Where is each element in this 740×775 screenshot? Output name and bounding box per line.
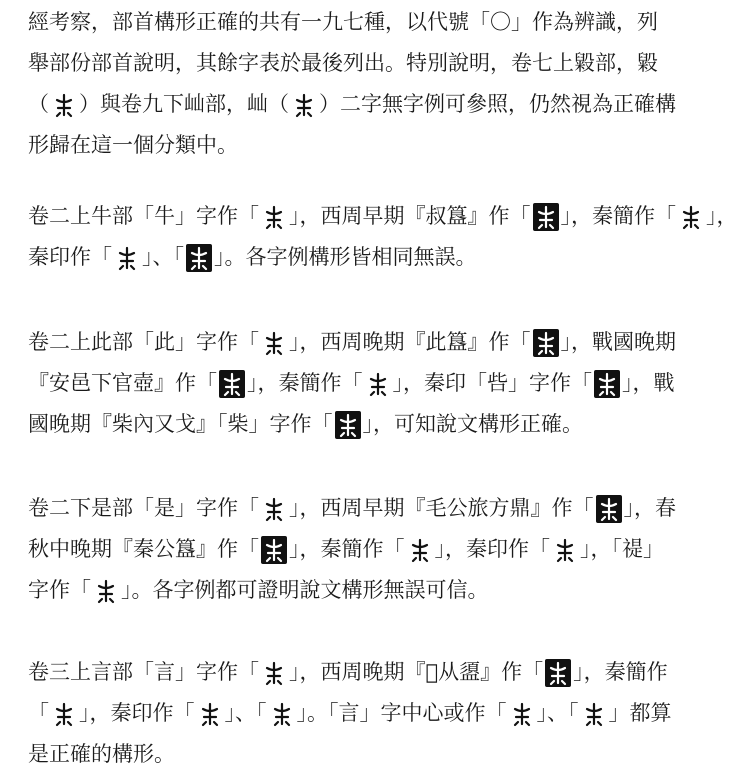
text-line bbox=[28, 652, 718, 693]
text-segment: 秋中晚期『秦公簋』作「 bbox=[28, 537, 259, 561]
text-segment: 」，戰國晚期 bbox=[560, 330, 676, 354]
text-segment: 卷三上言部「言」字作「 bbox=[28, 660, 259, 684]
text-segment: 是正確的構形。 bbox=[28, 742, 175, 766]
text-segment: 」、「 bbox=[142, 245, 184, 269]
text-line bbox=[28, 84, 718, 125]
text-segment: 」，春 bbox=[623, 496, 676, 520]
shi-slip-glyph-icon bbox=[407, 536, 433, 564]
ci-seal-glyph-icon bbox=[261, 329, 287, 357]
text-segment: 」、「 bbox=[224, 701, 267, 725]
yan-seal-stamp-2-glyph-icon bbox=[269, 700, 295, 728]
text-line bbox=[28, 488, 718, 529]
text-segment: 」，秦簡作 bbox=[573, 660, 668, 684]
text-segment: 」。各字例構形皆相同無誤。 bbox=[214, 245, 477, 269]
text-segment: 」，秦印「呰」字作「 bbox=[392, 371, 592, 395]
niu-bronze-glyph-icon bbox=[533, 203, 559, 231]
shi-seal-glyph-icon bbox=[261, 495, 287, 523]
niu-seal-stamp-2-glyph-icon bbox=[186, 244, 212, 272]
text-line bbox=[28, 363, 718, 404]
yan-bronze-glyph-icon bbox=[545, 659, 571, 687]
text-line bbox=[28, 570, 718, 611]
text-line bbox=[28, 237, 718, 278]
text-line bbox=[28, 2, 718, 43]
text-line bbox=[28, 125, 718, 166]
text-segment: 」，「禔」 bbox=[580, 537, 664, 561]
paragraph-5 bbox=[28, 652, 718, 775]
text-segment: 」，秦簡作「 bbox=[289, 537, 405, 561]
text-line bbox=[28, 734, 718, 775]
text-segment: 『安邑下官壺』作「 bbox=[28, 371, 217, 395]
text-line bbox=[28, 43, 718, 84]
text-segment: ）二字無字例可參照，仍然視為正確構 bbox=[319, 92, 676, 116]
text-segment: 」，可知說文構形正確。 bbox=[362, 412, 583, 436]
text-segment: 」，秦簡作「 bbox=[560, 204, 676, 228]
chai-bronze-glyph-icon bbox=[335, 411, 361, 439]
yan-core-2-glyph-icon bbox=[581, 700, 607, 728]
text-segment: ）與卷九下屾部，屾（ bbox=[79, 92, 289, 116]
hui-seal-glyph-icon bbox=[51, 91, 77, 119]
niu-slip-glyph-icon bbox=[678, 203, 704, 231]
shi-seal-stamp-glyph-icon bbox=[552, 536, 578, 564]
text-segment: 」， bbox=[706, 204, 738, 228]
zi-seal-stamp-glyph-icon bbox=[594, 370, 620, 398]
shi-bronze-glyph-icon bbox=[596, 495, 622, 523]
text-segment: 」，秦印作「 bbox=[434, 537, 550, 561]
text-segment: 經考察，部首構形正確的共有一九七種，以代號「〇」作為辨識，列 bbox=[28, 10, 658, 34]
text-segment: 」，西周早期『毛公旅方鼎』作「 bbox=[289, 496, 594, 520]
text-segment: 」都算 bbox=[608, 701, 672, 725]
ti-seal-stamp-glyph-icon bbox=[93, 577, 119, 605]
niu-seal-stamp-1-glyph-icon bbox=[114, 244, 140, 272]
text-segment: 」，西周早期『叔簋』作「 bbox=[289, 204, 531, 228]
text-segment: 國晚期『柴內又戈』「柴」字作「 bbox=[28, 412, 333, 436]
yan-slip-glyph-icon bbox=[51, 700, 77, 728]
text-segment: 」，秦簡作「 bbox=[247, 371, 363, 395]
text-segment: 」，秦印作「 bbox=[79, 701, 195, 725]
ci-slip-glyph-icon bbox=[365, 370, 391, 398]
text-segment: 」，西周晚期『此簋』作「 bbox=[289, 330, 531, 354]
yan-core-1-glyph-icon bbox=[509, 700, 535, 728]
yan-seal-glyph-icon bbox=[261, 659, 287, 687]
text-segment: 」。「言」字中心或作「 bbox=[296, 701, 507, 725]
ci-bronze-glyph-icon bbox=[533, 329, 559, 357]
text-segment: 」，西周晚期『𢼸从盨』作「 bbox=[289, 660, 544, 684]
paragraph-3 bbox=[28, 322, 718, 445]
text-segment: 」，戰 bbox=[622, 371, 675, 395]
paragraph-4 bbox=[28, 488, 718, 611]
text-segment: 舉部份部首說明，其餘字表於最後列出。特別說明，卷七上毇部，毇 bbox=[28, 51, 658, 75]
text-segment: 」。各字例都可證明說文構形無誤可信。 bbox=[121, 578, 489, 602]
text-segment: 「 bbox=[28, 701, 49, 725]
text-segment: 」、「 bbox=[536, 701, 579, 725]
text-segment: 秦印作「 bbox=[28, 245, 112, 269]
paragraph-1 bbox=[28, 2, 718, 166]
text-segment: 卷二上此部「此」字作「 bbox=[28, 330, 259, 354]
text-line bbox=[28, 529, 718, 570]
shi-qin-gui-glyph-icon bbox=[261, 536, 287, 564]
text-line bbox=[28, 322, 718, 363]
text-line bbox=[28, 196, 738, 237]
ci-warring-glyph-icon bbox=[219, 370, 245, 398]
text-line bbox=[28, 404, 718, 445]
text-segment: 形歸在這一個分類中。 bbox=[28, 133, 238, 157]
paragraph-2 bbox=[28, 196, 738, 278]
yan-seal-stamp-1-glyph-icon bbox=[197, 700, 223, 728]
niu-seal-glyph-icon bbox=[261, 203, 287, 231]
shen-seal-glyph-icon bbox=[291, 91, 317, 119]
text-segment: （ bbox=[28, 92, 49, 116]
text-segment: 字作「 bbox=[28, 578, 91, 602]
text-segment: 卷二下是部「是」字作「 bbox=[28, 496, 259, 520]
text-segment: 卷二上牛部「牛」字作「 bbox=[28, 204, 259, 228]
text-line bbox=[28, 693, 718, 734]
